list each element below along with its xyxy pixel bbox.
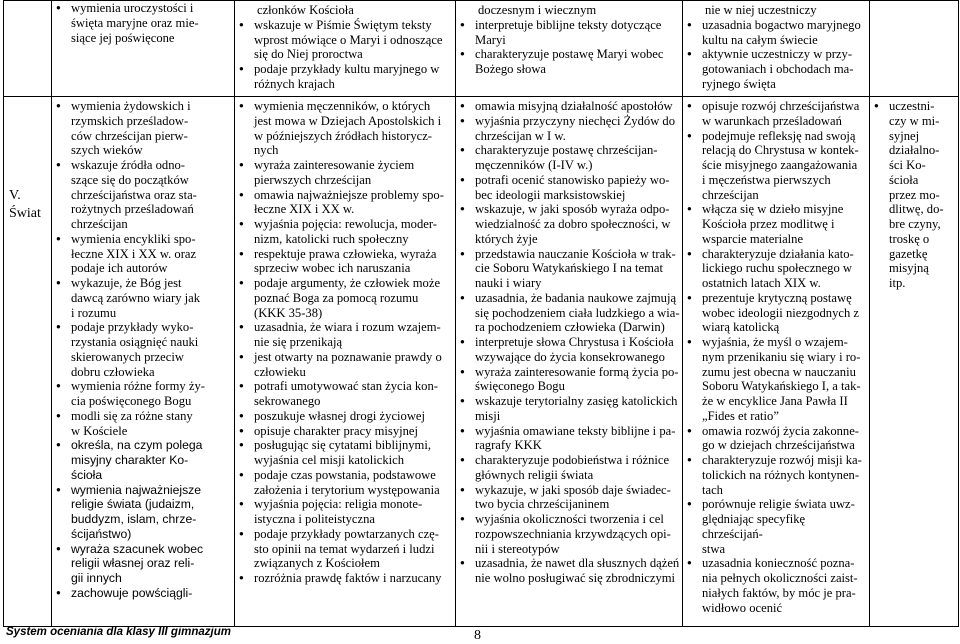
text-line: sto opinii na temat wydarzeń i ludzi — [254, 541, 435, 556]
text-line: ● wyjaśnia pojęcia: religia monote- — [254, 497, 423, 512]
text-line: ści Ko- — [889, 158, 926, 172]
text-line: ● potrafi umotywować stan życia kon- — [254, 379, 438, 394]
col2-main-cell — [235, 97, 456, 627]
list-item — [235, 188, 455, 218]
col5-main-cell — [870, 97, 959, 627]
text-line: wyjaśnia cel misji katolickich — [254, 453, 405, 467]
text-line: głównych religii świata — [475, 467, 594, 482]
text-line: ścioła — [71, 467, 103, 482]
list-item — [235, 320, 455, 350]
list-item — [870, 99, 958, 291]
text-line: ● wyraża szacunek wobec — [71, 541, 204, 556]
list-item — [235, 379, 455, 409]
list-item — [456, 202, 682, 246]
text-line: gii innych — [71, 571, 122, 585]
text-line: chrześcijan w I w. — [475, 128, 566, 143]
text-line: chrześcijaństwa oraz sta- — [71, 187, 197, 202]
text-line: działalno- — [889, 143, 940, 158]
text-line: ● poszukuje własnej drogi życiowej — [254, 408, 426, 423]
col1-main-cell — [52, 97, 235, 627]
text-line: w późniejszych źródłach historycz- — [254, 128, 432, 143]
text-line: że w encyklice Jana Pawła II — [702, 394, 848, 408]
text-line: misyjną — [889, 261, 929, 276]
text-line: ● charakteryzuje postawę chrześcijan- — [475, 143, 658, 158]
text-line: gazetkę — [889, 246, 928, 261]
text-line: sprzeciw wobec ich naruszania — [254, 261, 411, 276]
text-line: ● charakteryzuje podobieństwa i różnice — [475, 453, 670, 467]
text-line: misji — [475, 408, 501, 423]
text-line: szące się do początków — [71, 172, 189, 187]
list-item — [456, 556, 682, 586]
list-item — [456, 291, 682, 335]
list-item — [235, 497, 455, 527]
text-line: których żyje — [475, 231, 538, 246]
text-line: ● podaje przykłady kultu maryjnego w — [254, 62, 440, 76]
list-item — [456, 335, 682, 365]
col3-top-cell — [456, 1, 683, 97]
text-line: tolickich na różnych kontynen- — [702, 467, 860, 482]
text-line: w Kościele — [71, 423, 128, 438]
text-line: rzymskich prześladow- — [71, 113, 189, 128]
text-line: Soboru Watykańskiego I, a tak- — [702, 379, 861, 394]
list-item — [52, 438, 234, 482]
text-line: ● jest otwarty na poznawanie prawdy o — [254, 349, 442, 364]
section-title: Świat — [9, 206, 41, 221]
text-line: dawcą zarówno wiary jak — [71, 290, 201, 305]
list-item — [683, 497, 869, 556]
list-item — [683, 335, 869, 424]
text-line: ● wyjaśnia, że myśl o wzajem- — [702, 335, 848, 349]
text-line: ● opisuje charakter pracy misyjnej — [254, 423, 419, 438]
text-line: troskę o — [889, 231, 930, 246]
text-line: ● uzasadnia, że badania naukowe zajmują — [475, 290, 677, 305]
list-item — [235, 571, 455, 586]
text-line: ● przedstawia nauczanie Kościoła w trak- — [475, 246, 676, 261]
text-line: „Fides et ratio” — [702, 408, 779, 423]
text-line: ● omawia najważniejsze problemy spo- — [254, 187, 444, 202]
list-item — [683, 18, 869, 48]
text-line: sekrowanego — [254, 394, 321, 408]
list-item — [456, 424, 682, 454]
text-line: ● wymienia uroczystości i — [71, 1, 194, 15]
list-item — [235, 276, 455, 320]
text-line: ● włącza się w dzieło misyjne — [702, 202, 844, 217]
text-line: ● wymienia żydowskich i — [71, 99, 191, 113]
list-item — [456, 512, 682, 556]
text-line: ście misyjnego zaangażowania — [702, 158, 858, 172]
text-line: ● charakteryzuje postawę Maryi wobec — [475, 47, 664, 62]
text-line: lickiego ruchu społecznego w — [702, 261, 853, 276]
list-item — [52, 276, 234, 320]
text-line: ● podejmuje refleksję nad swoją — [702, 128, 856, 143]
list-item — [683, 129, 869, 203]
text-line: członków Kościoła — [257, 3, 354, 17]
text-line: nii i stereotypów — [475, 541, 560, 556]
text-line: nie się przenikają — [254, 335, 343, 349]
text-line: bre czyny, — [889, 217, 941, 231]
col2-top-cell — [235, 1, 456, 97]
list-item — [235, 424, 455, 439]
list-item — [52, 1, 234, 45]
text-line: szych wieków — [71, 143, 143, 158]
text-line: dobru człowieka — [71, 364, 155, 379]
list-item — [683, 291, 869, 335]
text-line: (KKK 35-38) — [254, 305, 323, 320]
text-line: ● wyjaśnia omawiane teksty biblijne i pa- — [475, 423, 676, 438]
text-line: rozpowszechniania krzywdzących opi- — [475, 526, 671, 541]
list-item — [235, 99, 455, 158]
text-line: podaje ich autorów — [71, 261, 168, 276]
text-line: buddyzm, islam, chrze- — [71, 512, 197, 526]
text-line: religii własnej oraz reli- — [71, 556, 195, 571]
text-line: ● wymienia różne formy ży- — [71, 379, 205, 394]
text-line: ● wykazuje, w jaki sposób daje świadec- — [475, 482, 671, 497]
text-line: skierowanych przeciw — [71, 349, 184, 364]
list-item — [235, 350, 455, 380]
text-line: ● określa, na czym polega — [71, 438, 203, 453]
col5-top-cell — [870, 1, 959, 97]
text-line: święta maryjne oraz mie- — [71, 15, 199, 30]
text-line: ● uzasadnia bogactwo maryjnego — [702, 17, 861, 32]
section-label-cell — [4, 97, 52, 627]
text-line: relacją do Chrystusa w kontek- — [702, 143, 859, 158]
list-item — [235, 18, 455, 62]
text-line: w warunkach prześladowań — [702, 113, 842, 128]
text-line: ● uzasadnia konieczność pozna- — [702, 556, 855, 571]
text-line: ● charakteryzuje działania kato- — [702, 246, 854, 261]
text-line: cie Soboru Watykańskiego I na temat — [475, 261, 663, 276]
text-line: doczesnym i wiecznym — [478, 3, 597, 17]
text-line: ● podaje czas powstania, podstawowe — [254, 467, 436, 482]
text-line: nym przenikaniu się wiary i ro- — [702, 349, 861, 364]
text-line: chrześcijan — [702, 187, 759, 202]
text-line: wiarą katolicką — [702, 320, 780, 335]
text-line: ● wykazuje, że Bóg jest — [71, 276, 182, 290]
list-item — [52, 99, 234, 158]
text-line: ● modli się za różne stany — [71, 408, 193, 423]
text-line: stwa — [702, 541, 726, 556]
text-line: misyjny charakter Ko- — [71, 453, 189, 467]
text-line: ra pochodzeniem człowieka (Darwin) — [475, 320, 665, 335]
list-item — [683, 556, 869, 615]
text-line: ● uzasadnia, że wiara i rozum wzajem- — [254, 320, 441, 335]
grading-table — [3, 0, 959, 627]
list-item — [52, 232, 234, 276]
text-line: two bycia chrześcijaninem — [475, 497, 610, 512]
text-line: się do Niej proroctwa — [254, 47, 363, 62]
text-line: rożytnych prześladowań — [71, 202, 194, 217]
list-item — [235, 468, 455, 498]
text-line: święconego Bogu — [475, 379, 565, 394]
text-line: ● wyraża zainteresowanie formą życia po- — [475, 364, 679, 379]
text-line: ryjnego święta — [702, 76, 776, 91]
text-line: ● wskazuje terytorialny zasięg katolickich — [475, 394, 678, 408]
text-line: ścijaństwo) — [71, 526, 132, 541]
text-line: nie w niej uczestniczy — [705, 3, 817, 17]
text-line: wobec ideologii niezgodnych z — [702, 305, 860, 320]
list-item — [52, 379, 234, 409]
text-line: rzystania osiągnięć nauki — [71, 335, 199, 349]
text-line: związanych z Kościołem — [254, 556, 380, 571]
text-line: ostatnich latach XIX w. — [702, 276, 821, 290]
text-line: ● uzasadnia, że nawet dla słusznych dążeń — [475, 556, 680, 571]
text-line: ● opisuje rozwój chrześcijaństwa — [702, 99, 860, 113]
list-item — [235, 217, 455, 247]
text-line: założenia i terytorium występowania — [254, 482, 440, 497]
list-item — [52, 483, 234, 542]
text-line: ● wyjaśnia okoliczności tworzenia i cel — [475, 512, 664, 526]
text-line: ● rozróżnia prawdę faktów i narzucany — [254, 571, 442, 585]
text-line: chrześcijan — [71, 217, 128, 231]
text-line: ● prezentuje krytyczną postawę — [702, 290, 852, 305]
list-item — [235, 409, 455, 424]
list-item — [235, 158, 455, 188]
text-line: bec ideologii marksistowskiej — [475, 187, 626, 202]
text-line: różnych krajach — [254, 76, 335, 91]
text-line: ● omawia misyjną działalność apostołów — [475, 99, 673, 113]
text-line: i rozumu — [71, 305, 117, 320]
section-cell-top — [4, 1, 52, 97]
text-line: wprost mówiące o Maryi i odnoszące — [254, 32, 443, 47]
text-line: łeczne XIX i XX w. oraz — [71, 246, 197, 261]
text-line: ● wskazuje w Piśmie Świętym teksty — [254, 17, 432, 32]
text-line: ● podaje przykłady wyko- — [71, 320, 194, 335]
text-line: ścioła — [889, 172, 919, 187]
text-line: ● wyjaśnia pojęcia: rewolucja, moder- — [254, 217, 437, 231]
list-item — [683, 424, 869, 454]
text-line: nia pełnych okoliczności zaist- — [702, 571, 858, 585]
text-line: dlitwę, do- — [889, 202, 944, 217]
list-item — [683, 202, 869, 246]
text-line: nizm, katolicki ruch społeczny — [254, 231, 409, 246]
text-line: ględniając specyfikę chrześcijań- — [702, 512, 806, 541]
text-line: ● uczestni- — [889, 99, 935, 113]
list-item — [456, 483, 682, 513]
text-line: wiedzialność za dobro społeczności, w — [475, 217, 671, 231]
text-line: go w dziejach chrześcijaństwa — [702, 438, 855, 453]
list-item — [456, 143, 682, 173]
table-row-section-v — [4, 97, 959, 627]
col1-top-cell — [52, 1, 235, 97]
text-line: ● interpretuje słowa Chrystusa i Kościoła — [475, 335, 674, 349]
text-line: Bożego słowa — [475, 62, 546, 76]
text-line: ● podaje argumenty, że człowiek może — [254, 276, 441, 290]
list-item — [52, 320, 234, 379]
list-item — [235, 438, 455, 468]
text-line: ● wymienia najważniejsze — [71, 482, 202, 497]
text-line: istyczna i politeistyczna — [254, 512, 375, 526]
text-line: pierwszych chrześcijan — [254, 172, 372, 187]
text-line: Maryi — [475, 32, 506, 47]
table-row-top — [4, 1, 959, 97]
text-line: czy w mi- — [889, 113, 940, 128]
text-line: jest mowa w Dziejach Apostolskich i — [254, 113, 442, 128]
list-item — [683, 99, 869, 129]
list-item — [52, 409, 234, 439]
footer-title: System oceniania dla klasy III gimnazjum — [6, 626, 231, 638]
list-item — [235, 62, 455, 92]
text-line: nych — [254, 143, 279, 158]
text-line: Kościoła przez modlitwę i — [702, 217, 835, 231]
section-number: V. — [9, 188, 21, 203]
text-line: ● interpretuje biblijne teksty dotyczące — [475, 17, 662, 32]
text-line: człowieku — [254, 364, 306, 379]
text-line: męczenników (I-IV w.) — [475, 158, 593, 172]
text-line: widłowo ocenić — [702, 600, 783, 615]
col4-top-cell — [683, 1, 870, 97]
text-line: ragrafy KKK — [475, 438, 542, 453]
page-number: 8 — [474, 628, 481, 643]
text-line: ● aktywnie uczestniczy w przy- — [702, 47, 853, 62]
list-item — [456, 47, 682, 77]
text-line: ● podaje przykłady powtarzanych czę- — [254, 526, 439, 541]
list-item — [456, 394, 682, 424]
text-line: ● wskazuje źródła odno- — [71, 158, 186, 172]
text-line: przez mo- — [889, 187, 940, 202]
text-line: się pochodzeniem ciała ludzkiego a wia- — [475, 305, 680, 320]
list-item — [683, 247, 869, 291]
text-line: wsparcie materialne — [702, 231, 804, 246]
text-line: religie świata (judaizm, — [71, 497, 195, 512]
text-line: i męczeństwa pierwszych — [702, 172, 831, 187]
text-line: niałych faktów, by móc je pra- — [702, 585, 856, 600]
list-item — [456, 365, 682, 395]
text-line: ● posługując się cytatami biblijnymi, — [254, 438, 431, 453]
list-item — [683, 47, 869, 91]
text-line: kultu na całym świecie — [702, 32, 818, 47]
text-line: ● potrafi ocenić stanowisko papieży wo- — [475, 172, 670, 187]
text-line: wzywające do życia konsekrowanego — [475, 349, 665, 364]
text-line: ● wskazuje, w jaki sposób wyraża odpo- — [475, 202, 670, 217]
col4-main-cell — [683, 97, 870, 627]
text-line: nauki i wiary — [475, 276, 542, 290]
list-item — [456, 173, 682, 203]
list-item — [235, 527, 455, 571]
list-item — [456, 18, 682, 48]
text-line: ● omawia rozwój życia zakonne- — [702, 423, 859, 438]
list-item — [456, 114, 682, 144]
text-line: ● respektuje prawa człowieka, wyraża — [254, 246, 437, 261]
list-item — [456, 247, 682, 291]
text-line: ● zachowuje powściągli- — [71, 585, 193, 600]
text-line: ● wyraża zainteresowanie życiem — [254, 158, 415, 172]
list-item — [52, 586, 234, 601]
text-line: siące jej poświęcone — [71, 30, 175, 45]
text-line: zumu jest obecna w nauczaniu — [702, 364, 856, 379]
text-line: syjnej — [889, 128, 920, 143]
list-item — [456, 453, 682, 483]
text-line: itp. — [889, 276, 906, 290]
list-item — [235, 247, 455, 277]
text-line: ● charakteryzuje rozwój misji ka- — [702, 453, 862, 467]
text-line: ców chrześcijan pierw- — [71, 128, 188, 143]
text-line: ● porównuje religie świata uwz- — [702, 497, 855, 512]
list-item — [683, 453, 869, 497]
text-line: ● wymienia męczenników, o których — [254, 99, 431, 113]
text-line: ● wyjaśnia przyczyny niechęci Żydów do — [475, 113, 676, 128]
col3-main-cell — [456, 97, 683, 627]
text-line: nie wolno posługiwać się zbrodniczymi — [475, 571, 676, 585]
list-item — [52, 542, 234, 586]
text-line: tach — [702, 482, 723, 497]
text-line: gotowaniach i obchodach ma- — [702, 62, 854, 76]
list-item — [456, 99, 682, 114]
text-line: poznać Boga za pomocą rozumu — [254, 290, 419, 305]
text-line: ● wymienia encykliki spo- — [71, 231, 196, 246]
text-line: łeczne XIX i XX w. — [254, 202, 355, 217]
list-item — [52, 158, 234, 232]
text-line: cia poświęconego Bogu — [71, 394, 192, 408]
